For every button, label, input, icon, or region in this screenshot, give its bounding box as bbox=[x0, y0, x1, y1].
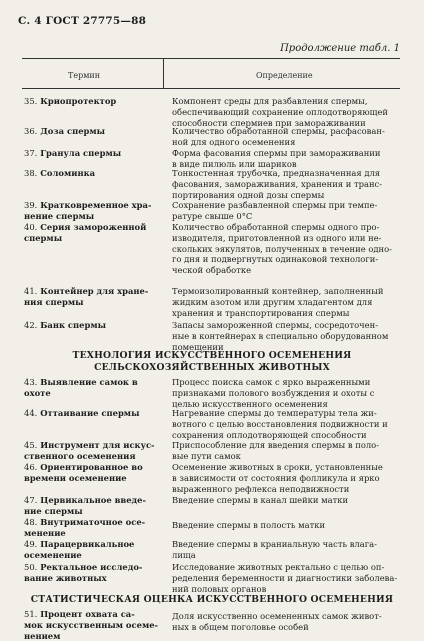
term-entry-37: 37. Гранула спермы bbox=[24, 148, 122, 158]
term-entry-39: 39. Кратковременное хра- нение спермы bbox=[24, 200, 152, 221]
term-entry-45: 45. Инструмент для искус- ственного осеменения bbox=[24, 440, 155, 461]
term-entry-44: 44. Оттаивание спермы bbox=[24, 408, 140, 418]
term-entry-49: 49. Парацервикальное осеменение bbox=[24, 539, 135, 560]
page-header-code: С. 4 ГОСТ 27775—88 bbox=[18, 15, 147, 27]
definition-entry-50: Исследование животных ректально с целью оп- ределения беременности и диагностики заболева- ний половых органов bbox=[172, 562, 398, 594]
definition-entry-43: Процесс поиска самок с ярко выраженными признаками полового возбуждения и охоты с целью искусственного осеменения bbox=[172, 377, 375, 409]
term-entry-40: 40. Серия замороженной спермы bbox=[24, 222, 147, 243]
header-column-divider bbox=[163, 58, 164, 88]
definition-entry-39: Сохранение разбавленной спермы при темпе- ратуре свыше 0°С bbox=[172, 200, 378, 221]
table-header-rule bbox=[22, 88, 400, 89]
definition-entry-35: Компонент среды для разбавления спермы, обеспечивающий сохранение оплодотворяющей способности спермиев при замораживании bbox=[172, 96, 388, 128]
definition-entry-42: Запасы замороженной спермы, сосредоточен- ные в контейнерах в специально оборудованном помещении bbox=[172, 320, 389, 352]
term-entry-42: 42. Банк спермы bbox=[24, 320, 107, 330]
definition-entry-40: Количество обработанной спермы одного про- изводителя, приготовленной из одного или не- скольких эякулятов, полученных в течение одно- го дня и подвергнутых одинаковой технологи- ческой обработке bbox=[172, 222, 392, 276]
term-entry-50: 50. Ректальное исследо- вание животных bbox=[24, 562, 143, 583]
term-entry-38: 38. Соломинка bbox=[24, 168, 96, 178]
definition-entry-49: Введение спермы в краниальную часть влага- лища bbox=[172, 539, 377, 560]
definition-entry-47: Введение спермы в канал шейки матки bbox=[172, 495, 349, 505]
definition-entry-37: Форма фасования спермы при замораживании в виде пилюль или шариков bbox=[172, 148, 381, 169]
column-header-definition: Определение bbox=[256, 71, 313, 80]
term-entry-43: 43. Выявление самок в охоте bbox=[24, 377, 138, 398]
definition-entry-45: Приспособление для введения спермы в поло- вые пути самок bbox=[172, 440, 380, 461]
term-entry-35: 35. Криопротектор bbox=[24, 96, 117, 106]
definition-entry-38: Тонкостенная трубочка, предназначенная для фасования, замораживания, хранения и транс- портирования одной дозы спермы bbox=[172, 168, 383, 200]
definition-entry-44: Нагревание спермы до температуры тела жи- вотного с целью восстановления подвижности и сохранения оплодотворяющей способности bbox=[172, 408, 388, 440]
column-header-term: Термин bbox=[68, 71, 101, 80]
term-entry-51: 51. Процент охвата са- мок искусственным осеме- нением bbox=[24, 609, 159, 641]
term-entry-46: 46. Ориентированное во времени осеменение bbox=[24, 462, 143, 483]
continuation-label: Продолжение табл. 1 bbox=[280, 43, 400, 54]
definition-entry-48: Введение спермы в полость матки bbox=[172, 520, 326, 530]
term-entry-48: 48. Внутриматочное осе- менение bbox=[24, 517, 146, 538]
section-heading-technology: ТЕХНОЛОГИЯ ИСКУССТВЕННОГО ОСЕМЕНЕНИЯ СЕЛЬСКОХОЗЯЙСТВЕННЫХ ЖИВОТНЫХ bbox=[72, 350, 352, 373]
term-entry-36: 36. Доза спермы bbox=[24, 126, 106, 136]
term-entry-47: 47. Цервикальное введе- ние спермы bbox=[24, 495, 146, 516]
definition-entry-36: Количество обработанной спермы, расфасован- ной для одного осеменения bbox=[172, 126, 385, 147]
term-entry-41: 41. Контейнер для хране- ния спермы bbox=[24, 286, 149, 307]
definition-entry-41: Термоизолированный контейнер, заполненный жидким азотом или другим хладагентом для хранения и транспортирования спермы bbox=[172, 286, 384, 318]
definition-entry-46: Осеменение животных в сроки, установленные в зависимости от состояния фолликула и ярко выраженного рефлекса неподвижности bbox=[172, 462, 383, 494]
section-heading-statistics: СТАТИСТИЧЕСКАЯ ОЦЕНКА ИСКУССТВЕННОГО ОСЕМЕНЕНИЯ bbox=[30, 594, 394, 605]
definition-entry-51: Доля искусственно осемененных самок живот- ных в общем поголовье особей bbox=[172, 611, 382, 632]
table-top-rule bbox=[22, 58, 400, 59]
